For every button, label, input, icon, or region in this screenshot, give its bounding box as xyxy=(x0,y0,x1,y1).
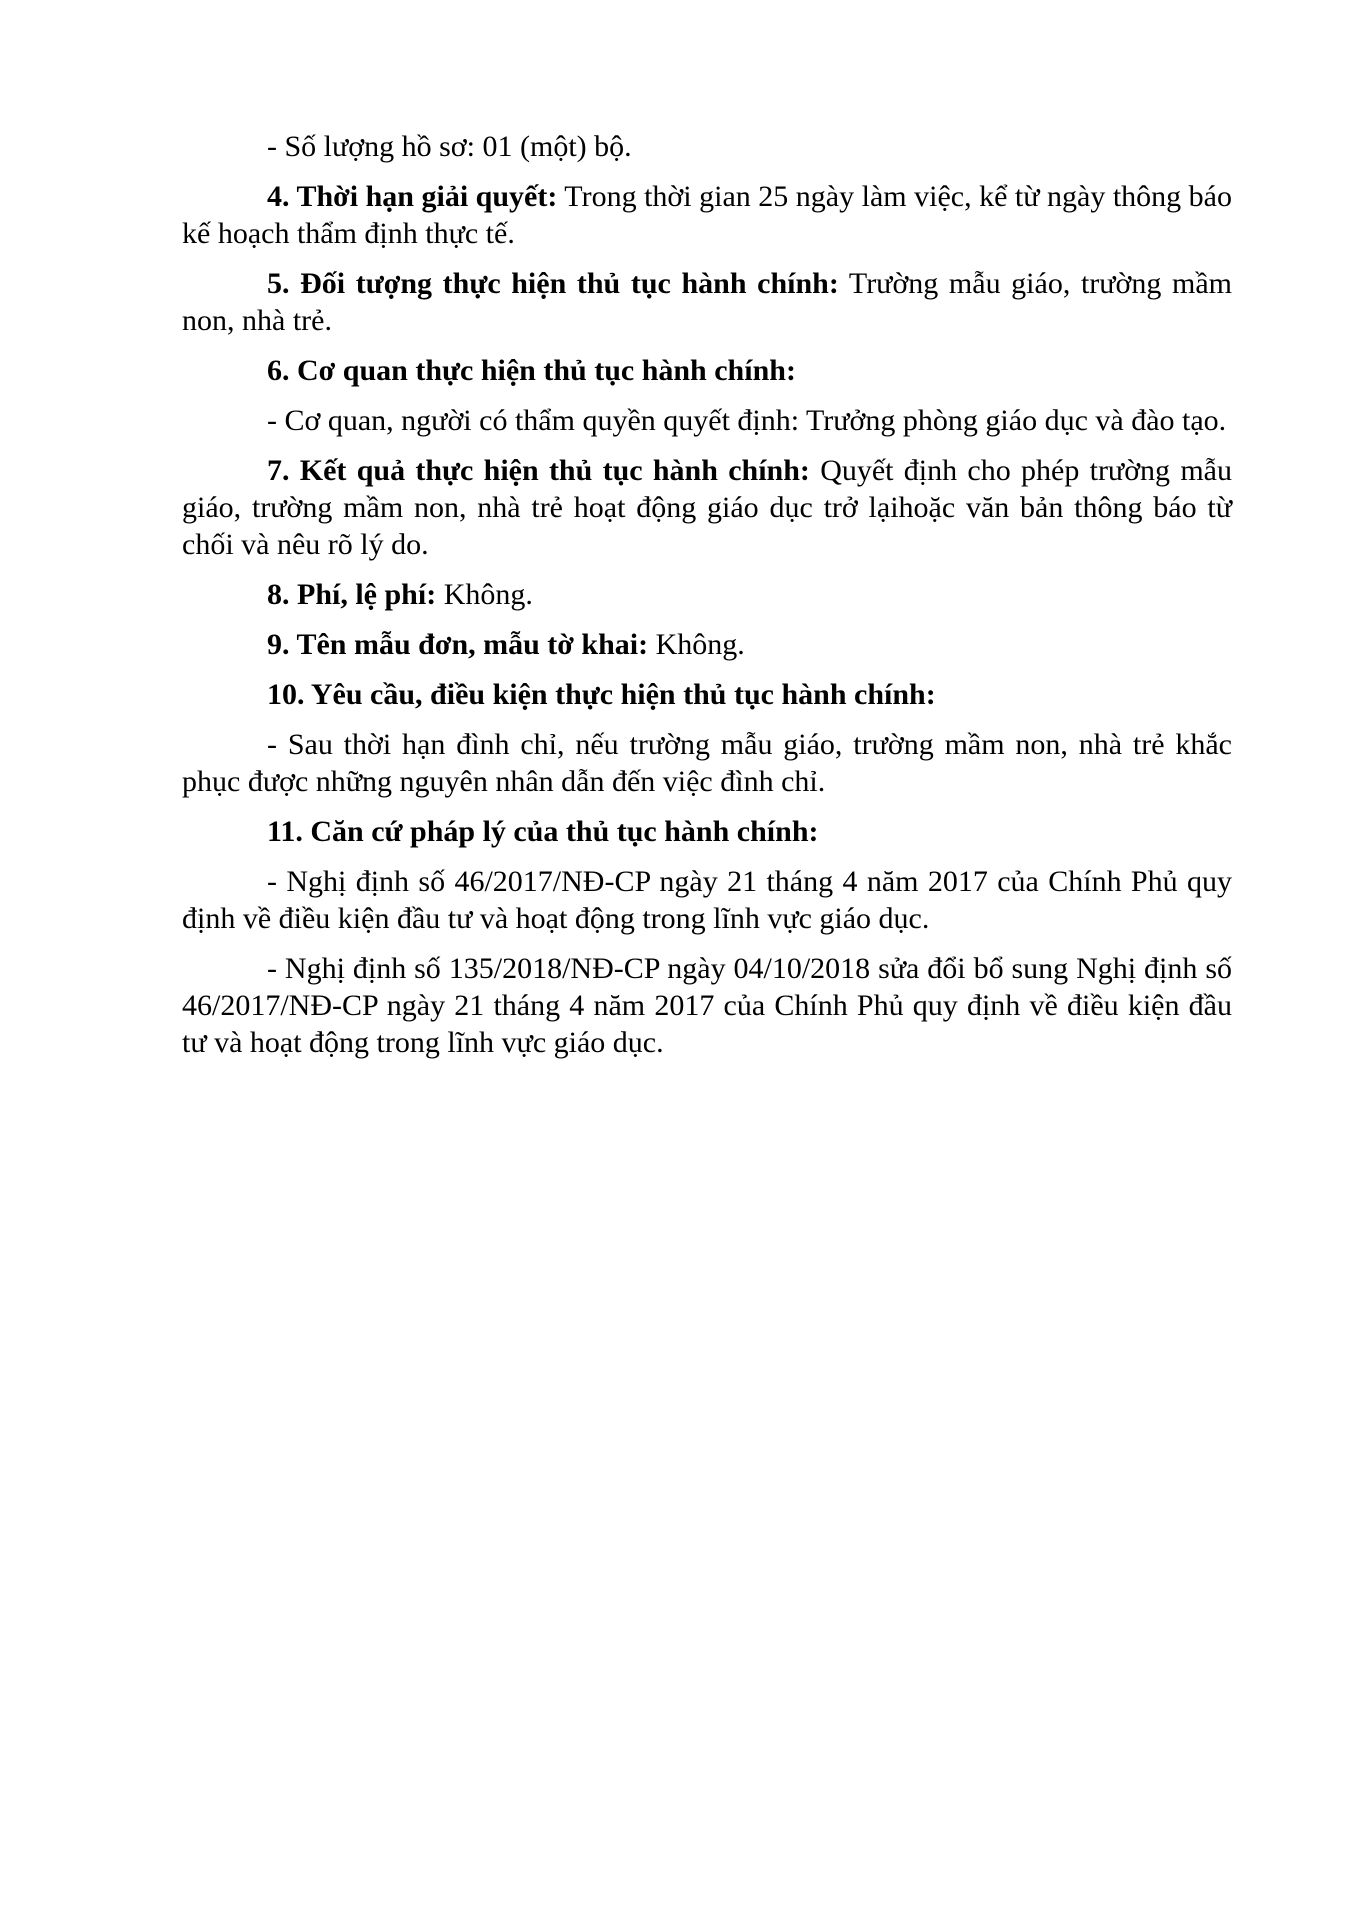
paragraph-text: - Nghị định số 135/2018/NĐ-CP ngày 04/10/2018 sửa đổi bổ sung Nghị định số 46/2017/NĐ-CP ngày 21 tháng 4 năm 2017 của Chính Phủ quy định về điều kiện đầu tư và hoạt động trong lĩnh vực giáo dục. xyxy=(182,952,1232,1059)
paragraph-text: Không. xyxy=(436,578,533,611)
section-heading: 11. Căn cứ pháp lý của thủ tục hành chính: xyxy=(267,815,819,848)
paragraph-record-count xyxy=(182,128,1232,165)
paragraph-requirements xyxy=(182,726,1232,800)
section-heading: 5. Đối tượng thực hiện thủ tục hành chính: xyxy=(267,267,839,300)
document-body xyxy=(182,128,1232,1074)
paragraph-text: - Cơ quan, người có thẩm quyền quyết định: Trưởng phòng giáo dục và đào tạo. xyxy=(267,404,1227,437)
paragraph-text: Quyết định cho phép trường mẫu giáo, trường mầm non, nhà trẻ hoạt động giáo dục trở lạihoặc văn bản thông báo từ chối và nêu rõ lý do. xyxy=(182,454,1232,561)
section-heading: 6. Cơ quan thực hiện thủ tục hành chính: xyxy=(267,354,796,387)
section-heading: 9. Tên mẫu đơn, mẫu tờ khai: xyxy=(267,628,649,661)
paragraph-requirements-heading xyxy=(182,676,1232,713)
paragraph-result xyxy=(182,452,1232,563)
paragraph-legal-basis-1 xyxy=(182,863,1232,937)
paragraph-text: - Nghị định số 46/2017/NĐ-CP ngày 21 tháng 4 năm 2017 của Chính Phủ quy định về điều kiện đầu tư và hoạt động trong lĩnh vực giáo dục. xyxy=(182,865,1232,935)
paragraph-legal-basis-2 xyxy=(182,950,1232,1061)
paragraph-legal-basis-heading xyxy=(182,813,1232,850)
section-heading: 4. Thời hạn giải quyết: xyxy=(267,180,558,213)
section-heading: 10. Yêu cầu, điều kiện thực hiện thủ tục hành chính: xyxy=(267,678,936,711)
paragraph-forms xyxy=(182,626,1232,663)
paragraph-subjects xyxy=(182,265,1232,339)
paragraph-text: - Số lượng hồ sơ: 01 (một) bộ. xyxy=(267,130,632,163)
section-heading: 8. Phí, lệ phí: xyxy=(267,578,437,611)
section-heading: 7. Kết quả thực hiện thủ tục hành chính: xyxy=(267,454,810,487)
paragraph-agency-heading xyxy=(182,352,1232,389)
paragraph-text: Không. xyxy=(648,628,745,661)
paragraph-processing-time xyxy=(182,178,1232,252)
paragraph-authority xyxy=(182,402,1232,439)
paragraph-text: Trường mẫu giáo, trường mầm non, nhà trẻ. xyxy=(182,267,1233,337)
paragraph-text: Trong thời gian 25 ngày làm việc, kể từ ngày thông báo kế hoạch thẩm định thực tế. xyxy=(182,180,1232,250)
paragraph-text: - Sau thời hạn đình chỉ, nếu trường mẫu giáo, trường mầm non, nhà trẻ khắc phục được những nguyên nhân dẫn đến việc đình chỉ. xyxy=(182,728,1232,798)
paragraph-fees xyxy=(182,576,1232,613)
